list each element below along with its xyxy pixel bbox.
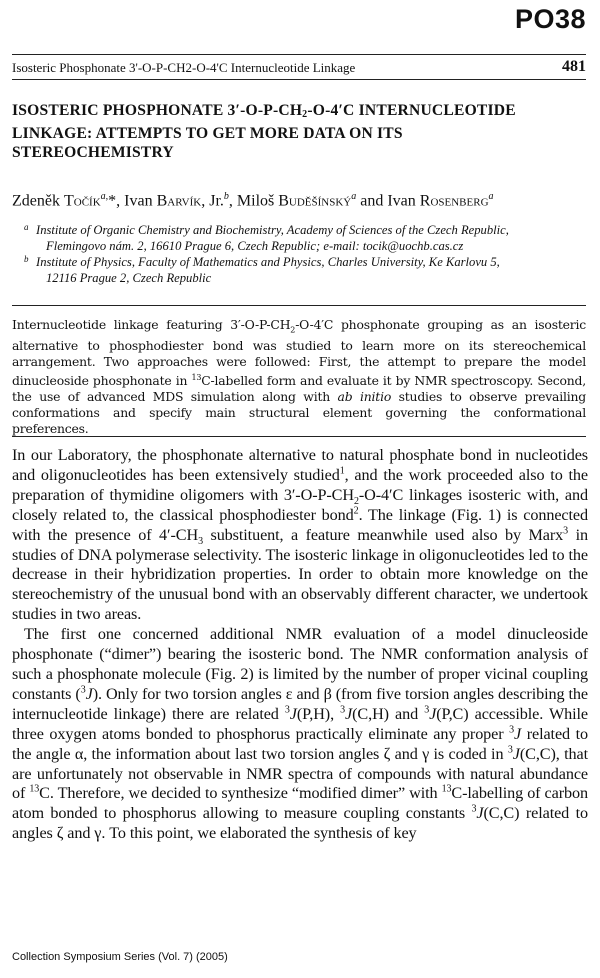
author-rosenberg: Rosenberg: [419, 192, 489, 210]
running-title: Isosteric Phosphonate 3'-O-P-CH2-O-4'C Internucleotide Linkage: [12, 60, 356, 75]
article-title: [12, 101, 582, 162]
author-barvik: Barvík: [156, 192, 202, 210]
title-line-3: STEREOCHEMISTRY: [12, 144, 174, 161]
abstract-top-rule: [12, 305, 586, 306]
title-line-1: ISOSTERIC PHOSPHONATE $3'-O-P-CH_2-O-4'C$ INTERNUCLEOTIDE: [12, 102, 516, 120]
poster-code: PO38: [514, 4, 586, 34]
paragraph-2: The first one concerned additional NMR evaluation of a model dinucleoside phosphonate (“dimer”) bearing the isosteric bond. The NMR conformation analysis of such a phosphonate molecule (Fig. 2) is limited by the number of proper vicinal coupling constants ($^3$J). Only for two torsion angles ε and β (from five torsion angles describing the internucleotide linkage) there are related $^3$J(P,H), $^3$J(C,H) and $^3$J(P,C) accessible. While three oxygen atoms bonded to phosphorus practically eliminate any proper $^3$J related to the angle α, the information about last two torsion angles ζ and γ is coded in $^3$J(C,C), that are unfortunately not observable in NMR spectra of compounds with natural abundance of $^{13}$C. Therefore, we decided to synthesize “modified dimer” with $^{13}$C-labelling of carbon atom bonded to phosphorus allowing to measure coupling constants $^3$J(C,C) related to angles ζ and γ. To this point, we elaborated the synthesis of key: [12, 625, 589, 843]
paragraph-1: In our Laboratory, the phosphonate alternative to natural phosphate bond in nucleotides and oligonucleotides has been extensively studied$^1$, and the work proceeded also to the preparation of thymidine oligomers with $3'-O-P-CH_2-O-4'C$ linkages isosteric with, and closely related to, the classical phosphodiester bond$^2$. The linkage (Fig. 1) is connected with the presence of $4'-CH_3$ substituent, a feature meanwhile used also by Marx$^3$ in studies of DNA polymerase selectivity. The isosteric linkage in oligonucleotides led to the decrease in their hybridization properties. In order to obtain more knowledge on the stereochemistry of the unusual bond with an observably different character, we undertook studies in two areas.: [12, 446, 588, 624]
author-tocik: Točík: [63, 192, 101, 210]
body-text: [12, 446, 588, 844]
corresponding-star: *: [108, 192, 117, 210]
running-head: [12, 54, 586, 80]
page-number: 481: [562, 58, 586, 75]
abstract-bottom-rule: [12, 436, 586, 437]
title-line-2: LINKAGE: ATTEMPTS TO GET MORE DATA ON ITS: [12, 125, 403, 142]
author-budesinsky: Buděšínský: [278, 192, 352, 210]
affiliation-b: b Institute of Physics, Faculty of Mathematics and Physics, Charles University, Ke Karlovu 5, 12116 Prague 2, Czech Republic: [24, 254, 500, 285]
abstract: Internucleotide linkage featuring $3'-O-P-CH_2-O-4'C$ phosphonate grouping as an isosteric alternative to phosphodiester bond was studied to learn more on its stereochemical arrangement. Two approaches were followed: First, the attempt to prepare the model dinucleoside phosphonate in $^{13}$C-labelled form and evaluate it by NMR spectroscopy. Second, the use of advanced MDS simulation along with ab initio studies to observe prevailing conformations and specify main structural element governing the conformational preferences.: [12, 317, 587, 437]
author-list: Zdeněk Točík$^{a,}$*, Ivan Barvík, Jr.$^b$, Miloš Buděšínský$^a$ and Ivan Rosenberg$^a$: [12, 191, 494, 210]
footer-series: Collection Symposium Series (Vol. 7) (2005): [12, 951, 228, 963]
affiliation-a: a Institute of Organic Chemistry and Biochemistry, Academy of Sciences of the Czech Republic, Flemingovo nám. 2, 16610 Prague 6, Czech Republic; e-mail: tocik@uochb.cas.cz: [24, 222, 509, 253]
